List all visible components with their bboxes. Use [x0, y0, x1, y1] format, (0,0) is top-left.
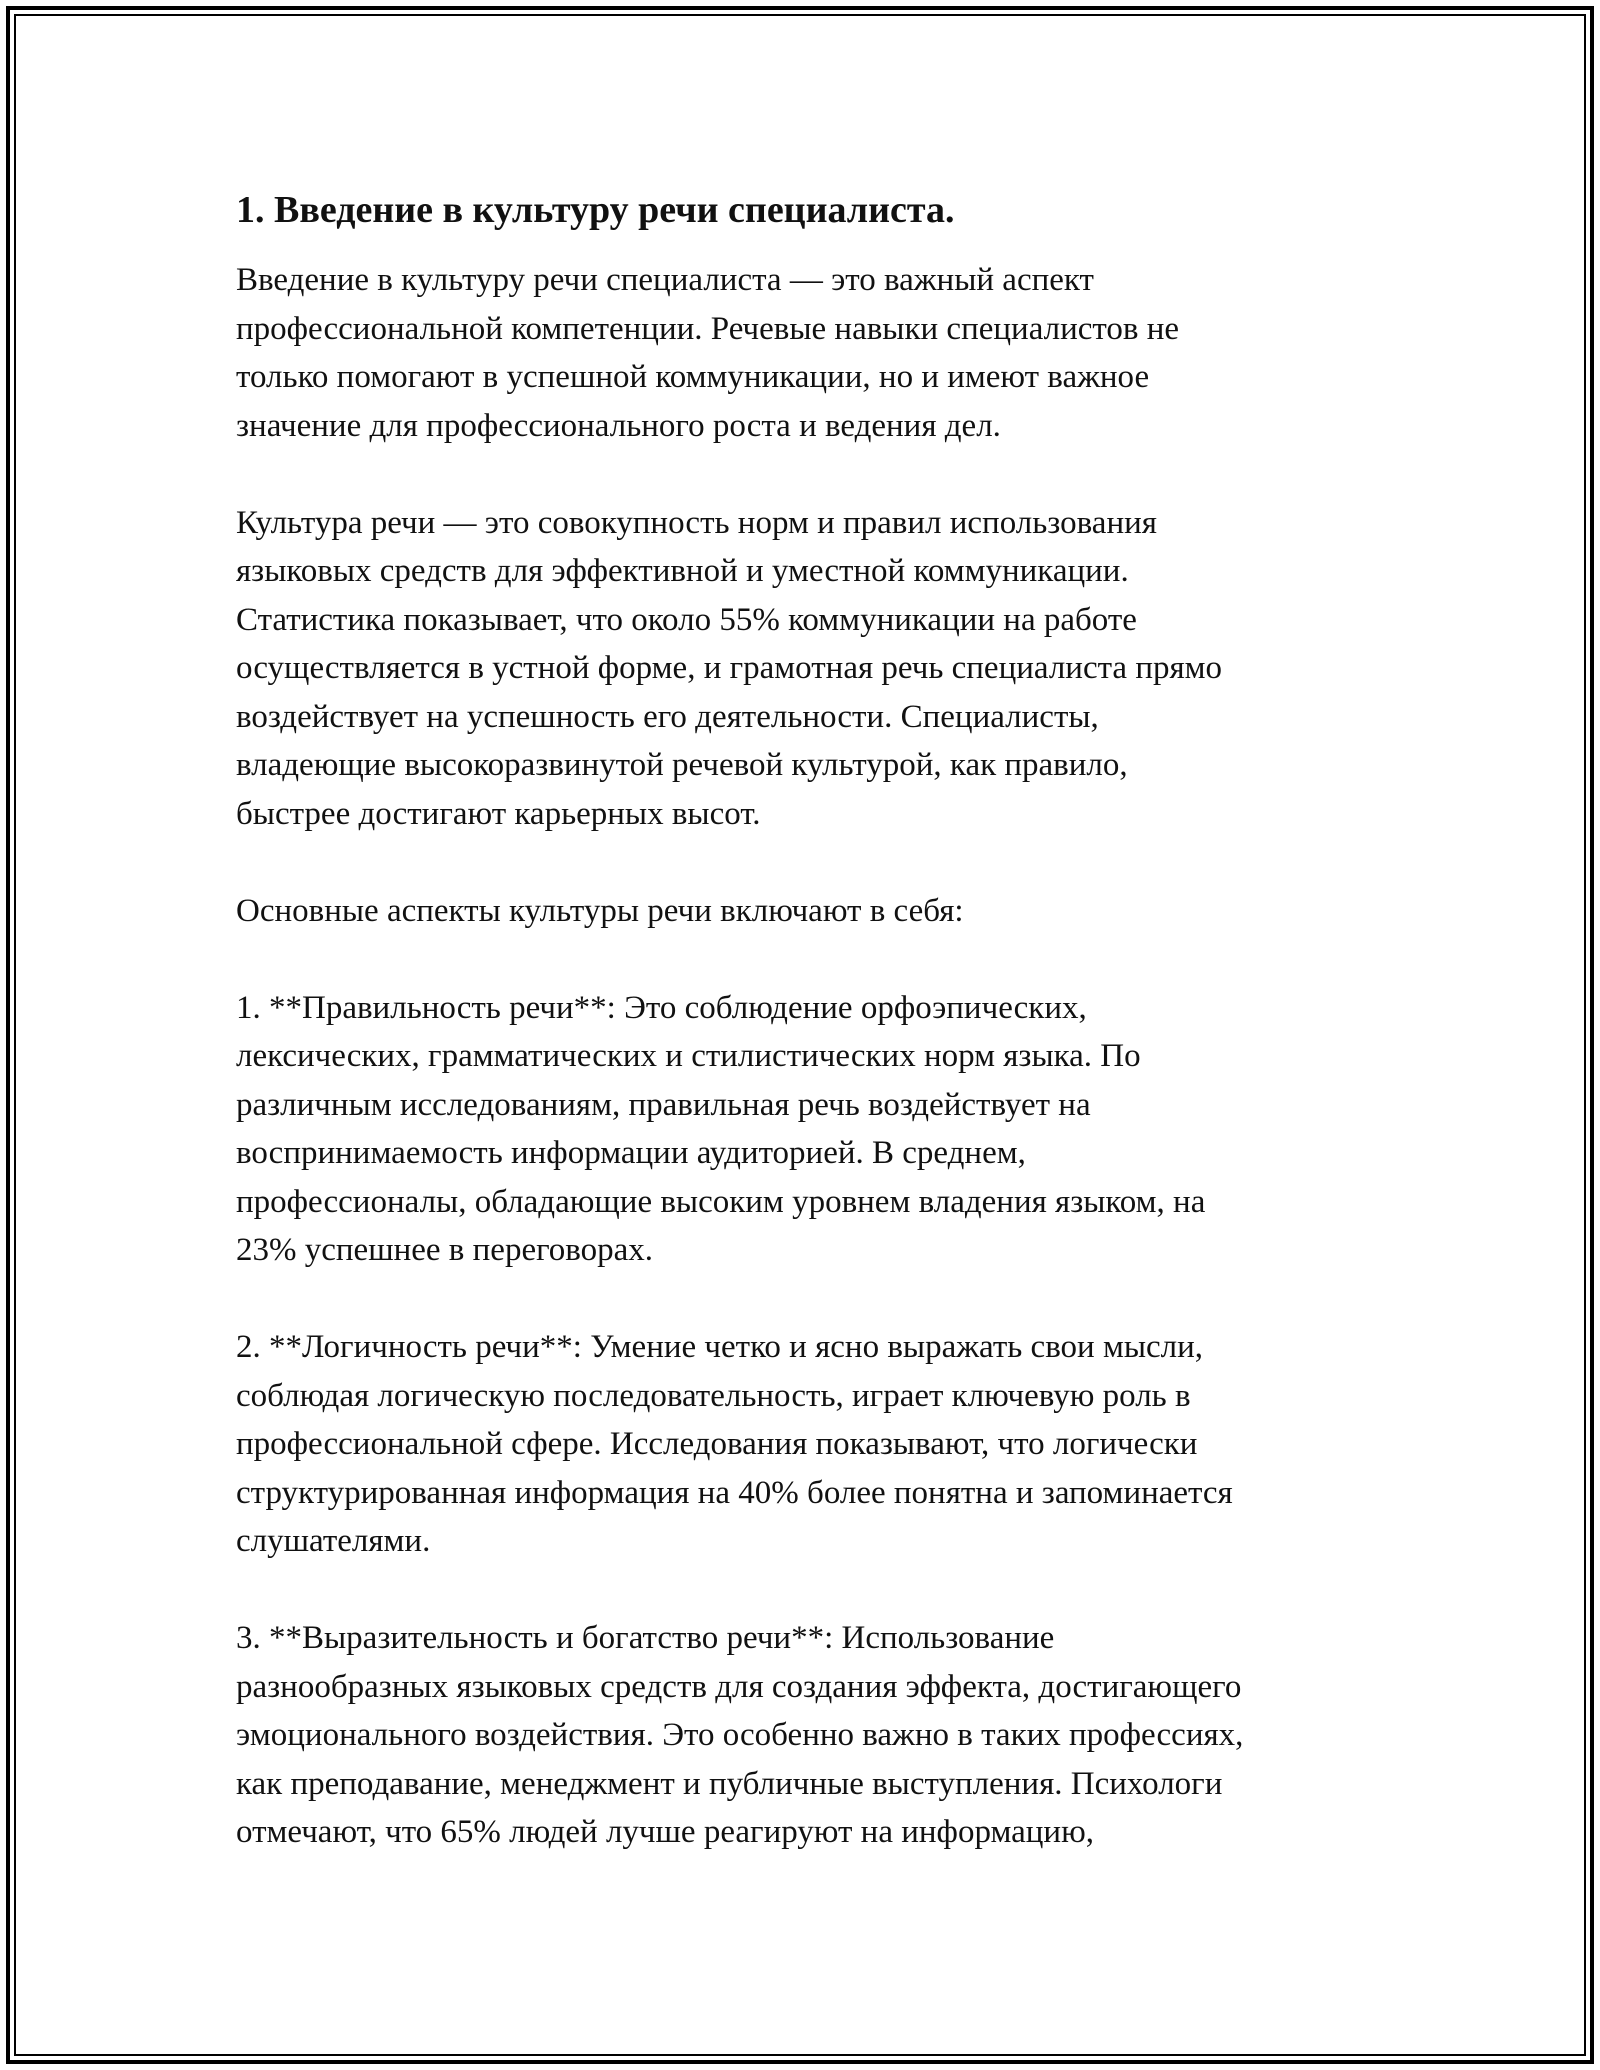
list-item-correctness: 1. **Правильность речи**: Это соблюдение орфоэпических, лексических, грамматических и стилистических норм языка. По различным исследованиям, правильная речь воздействует на воспринимаемость информации аудиторией. В среднем, профессионалы, обладающие высоким уровнем владения языком, на 23% успешнее в переговорах. [236, 989, 1206, 1268]
section-title: 1. Введение в культуру речи специалиста. [236, 189, 955, 231]
paragraph-intro: Введение в культуру речи специалиста — это важный аспект профессиональной компетенции. Речевые навыки специалистов не только помогают в успешной коммуникации, но и имеют важное значение для профессионального роста и ведения дел. [236, 262, 1180, 444]
paragraph-aspects-intro: Основные аспекты культуры речи включают в себя: [236, 892, 964, 929]
paragraph-speech-culture: Культура речи — это совокупность норм и правил использования языковых средств для эффективной и уместной коммуникации. Статистика показывает, что около 55% коммуникации на работе осуществляется в устной форме, и грамотная речь специалиста прямо воздействует на успешность его деятельности. Специалисты, владеющие высокоразвинутой речевой культурой, как правило, быстрее достигают карьерных высот. [236, 504, 1223, 832]
document-body [236, 186, 1366, 1905]
list-item-logic: 2. **Логичность речи**: Умение четко и ясно выражать свои мысли, соблюдая логическую последовательность, играет ключевую роль в профессиональной сфере. Исследования показывают, что логически структурированная информация на 40% более понятна и запоминается слушателями. [236, 1329, 1233, 1559]
list-item-expressiveness: 3. **Выразительность и богатство речи**: Использование разнообразных языковых средств для создания эффекта, достигающего эмоционального воздействия. Это особенно важно в таких профессиях, как преподавание, менеджмент и публичные выступления. Психологи отмечают, что 65% людей лучше реагируют на информацию, [236, 1620, 1244, 1850]
